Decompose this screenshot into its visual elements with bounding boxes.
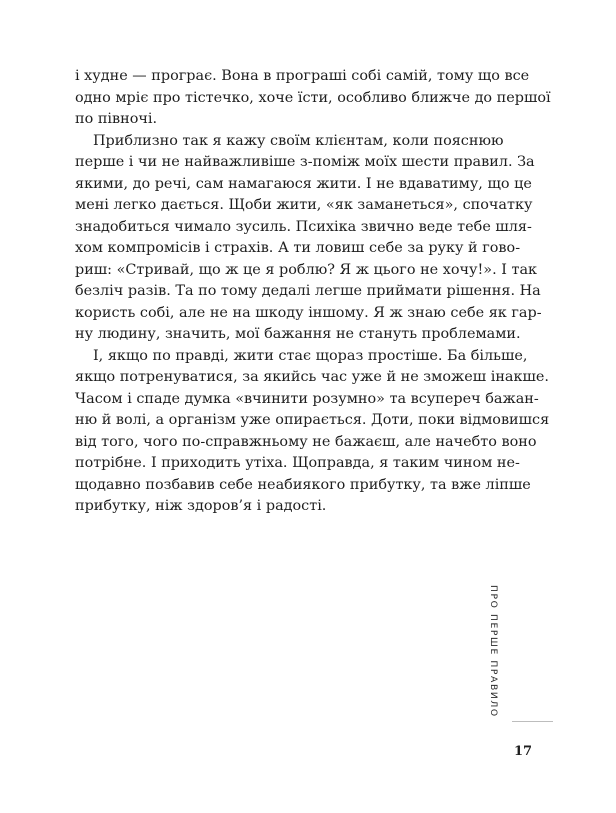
text-line: щодавно позбавив себе неабиякого прибутку, та вже ліпше: [75, 476, 531, 493]
page-number: 17: [514, 744, 533, 759]
text-line: перше і чи не найважливіше з-поміж моїх шести правил. За: [75, 154, 535, 170]
body-text: [75, 66, 551, 518]
text-line: потрібне. І приходить утіха. Щоправда, я таким чином не-: [75, 455, 520, 471]
text-line: Часом і спаде думка «вчинити розумно» та всупереч бажан-: [75, 390, 539, 407]
divider: [512, 721, 553, 722]
text-line: якими, до речі, сам намагаюся жити. І не вдаватиму, що це: [75, 175, 532, 192]
text-line: І, якщо по правді, жити стає щораз простіше. Ба більше,: [93, 347, 528, 364]
text-line: по півночі.: [75, 111, 158, 127]
text-line: користь собі, але не на шкоду іншому. Я ж знаю себе як гар-: [75, 304, 542, 321]
text-line: від того, чого по-справжньому не бажаєш, але начебто воно: [75, 433, 537, 450]
text-line: прибутку, ніж здоров’я і радості.: [75, 498, 327, 514]
text-line: ню й волі, а організм уже опирається. Доти, поки відмовишся: [75, 412, 550, 428]
text-line: Приблизно так я кажу своїм клієнтам, коли пояснюю: [93, 132, 504, 149]
text-line: мені легко дається. Щоби жити, «як заманеться», спочатку: [75, 197, 533, 213]
text-line: хом компромісів і страхів. А ти ловиш себе за руку й гово-: [75, 240, 521, 256]
text-line: і худне — програє. Вона в програші собі самій, тому що все: [75, 68, 530, 84]
text-line: знадобиться чимало зусиль. Психіка звично веде тебе шля-: [75, 218, 532, 235]
text-line: якщо потренуватися, за якийсь час уже й не зможеш інакше.: [75, 369, 549, 385]
text-line: одно мріє про тістечко, хоче їсти, особливо ближче до першої: [75, 89, 551, 106]
text-line: риш: «Стривай, що ж це я роблю? Я ж цього не хочу!». І так: [75, 261, 538, 278]
text-line: безліч разів. Та по тому дедалі легше приймати рішення. На: [75, 283, 541, 299]
running-header: ПРО ПЕРШЕ ПРАВИЛО: [488, 585, 499, 718]
text-line: ну людину, значить, мої бажання не стануть проблемами.: [75, 326, 521, 342]
